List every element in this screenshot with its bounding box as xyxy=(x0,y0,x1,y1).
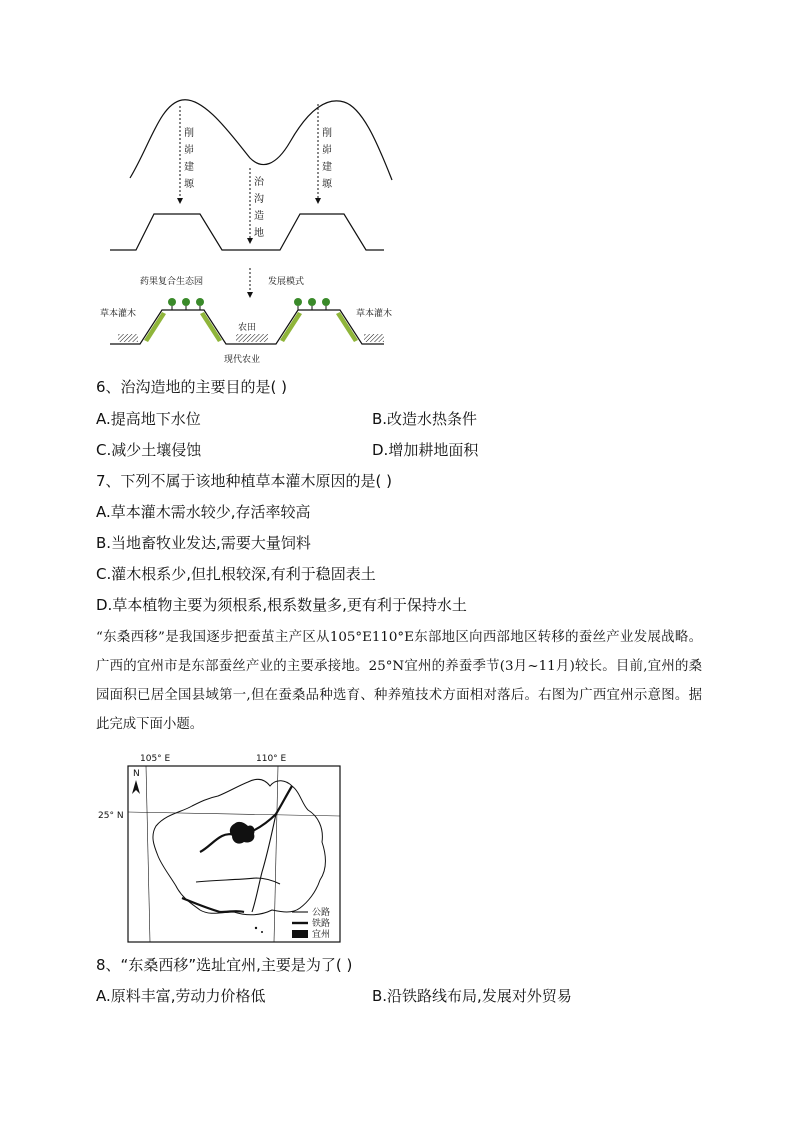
q8-option-a[interactable]: A.原料丰富,劳动力价格低 xyxy=(96,987,266,1005)
tree-icons xyxy=(168,298,330,310)
svg-text:治: 治 xyxy=(254,177,264,188)
q7-stem: 7、下列不属于该地种植草本灌木原因的是( ) xyxy=(96,472,393,490)
legend-railway: 铁路 xyxy=(312,919,331,929)
q7-option-a[interactable]: A.草本灌木需水较少,存活率较高 xyxy=(96,503,311,521)
q6-option-a[interactable]: A.提高地下水位 xyxy=(96,410,201,428)
svg-text:沟: 沟 xyxy=(254,194,264,205)
svg-text:造: 造 xyxy=(254,211,264,222)
q8-option-b[interactable]: B.沿铁路线布局,发展对外贸易 xyxy=(372,987,572,1005)
legend-yizhou: 宜州 xyxy=(312,930,331,940)
svg-text:建: 建 xyxy=(322,162,332,173)
label-shrub-right: 草本灌木 xyxy=(356,309,393,319)
middle-arrow-label xyxy=(254,175,265,239)
svg-text:地: 地 xyxy=(254,228,264,239)
q6-option-b[interactable]: B.改造水热条件 xyxy=(372,410,478,428)
q7-option-b[interactable]: B.当地畜牧业发达,需要大量饲料 xyxy=(96,534,311,552)
label-farmland: 农田 xyxy=(238,323,257,333)
svg-text:塬: 塬 xyxy=(322,179,332,190)
svg-text:峁: 峁 xyxy=(322,145,332,156)
guangxi-yizhou-map xyxy=(96,752,346,947)
lat-label: 25° N xyxy=(98,811,124,821)
label-shrub-left: 草本灌木 xyxy=(100,309,137,319)
left-arrow-label xyxy=(184,126,195,190)
north-label: N xyxy=(133,769,140,779)
q7-option-d[interactable]: D.草本植物主要为须根系,根系数量多,更有利于保持水土 xyxy=(96,596,467,614)
north-arrow-icon xyxy=(132,780,140,794)
lon-left-label: 105° E xyxy=(140,754,171,764)
q6-option-d[interactable]: D.增加耕地面积 xyxy=(372,441,479,459)
terrain-diagram xyxy=(100,90,410,375)
legend-highway: 公路 xyxy=(312,908,331,918)
svg-text:建: 建 xyxy=(184,162,194,173)
svg-text:峁: 峁 xyxy=(184,145,194,156)
q6-stem: 6、治沟造地的主要目的是( ) xyxy=(96,378,288,396)
yizhou-area xyxy=(230,822,255,844)
label-modern-agri: 现代农业 xyxy=(224,355,261,365)
q7-option-c[interactable]: C.灌木根系少,但扎根较深,有利于稳固表土 xyxy=(96,565,376,583)
passage-text: “东桑西移”是我国逐步把蚕茧主产区从105°E110°E东部地区向西部地区转移的蚕丝产业发展战略。广西的宜州市是东部蚕丝产业的主要承接地。25°N宜州的养蚕季节(3月~11月)较长。目前,宜州的桑园面积已居全国县域第一,但在蚕桑品种选育、种养殖技术方面相对落后。右图为广西宜州示意图。据此完成下面小题。 xyxy=(96,630,702,732)
q6-option-c[interactable]: C.减少土壤侵蚀 xyxy=(96,441,202,459)
svg-text:塬: 塬 xyxy=(184,179,194,190)
label-garden: 药果复合生态园 xyxy=(140,277,204,287)
svg-text:削: 削 xyxy=(322,128,332,139)
lon-right-label: 110° E xyxy=(256,754,287,764)
label-mode: 发展模式 xyxy=(268,277,305,287)
right-arrow-label xyxy=(322,126,333,190)
map-legend xyxy=(292,906,330,940)
svg-text:削: 削 xyxy=(184,128,194,139)
q8-stem: 8、“东桑西移”选址宜州,主要是为了( ) xyxy=(96,956,353,974)
